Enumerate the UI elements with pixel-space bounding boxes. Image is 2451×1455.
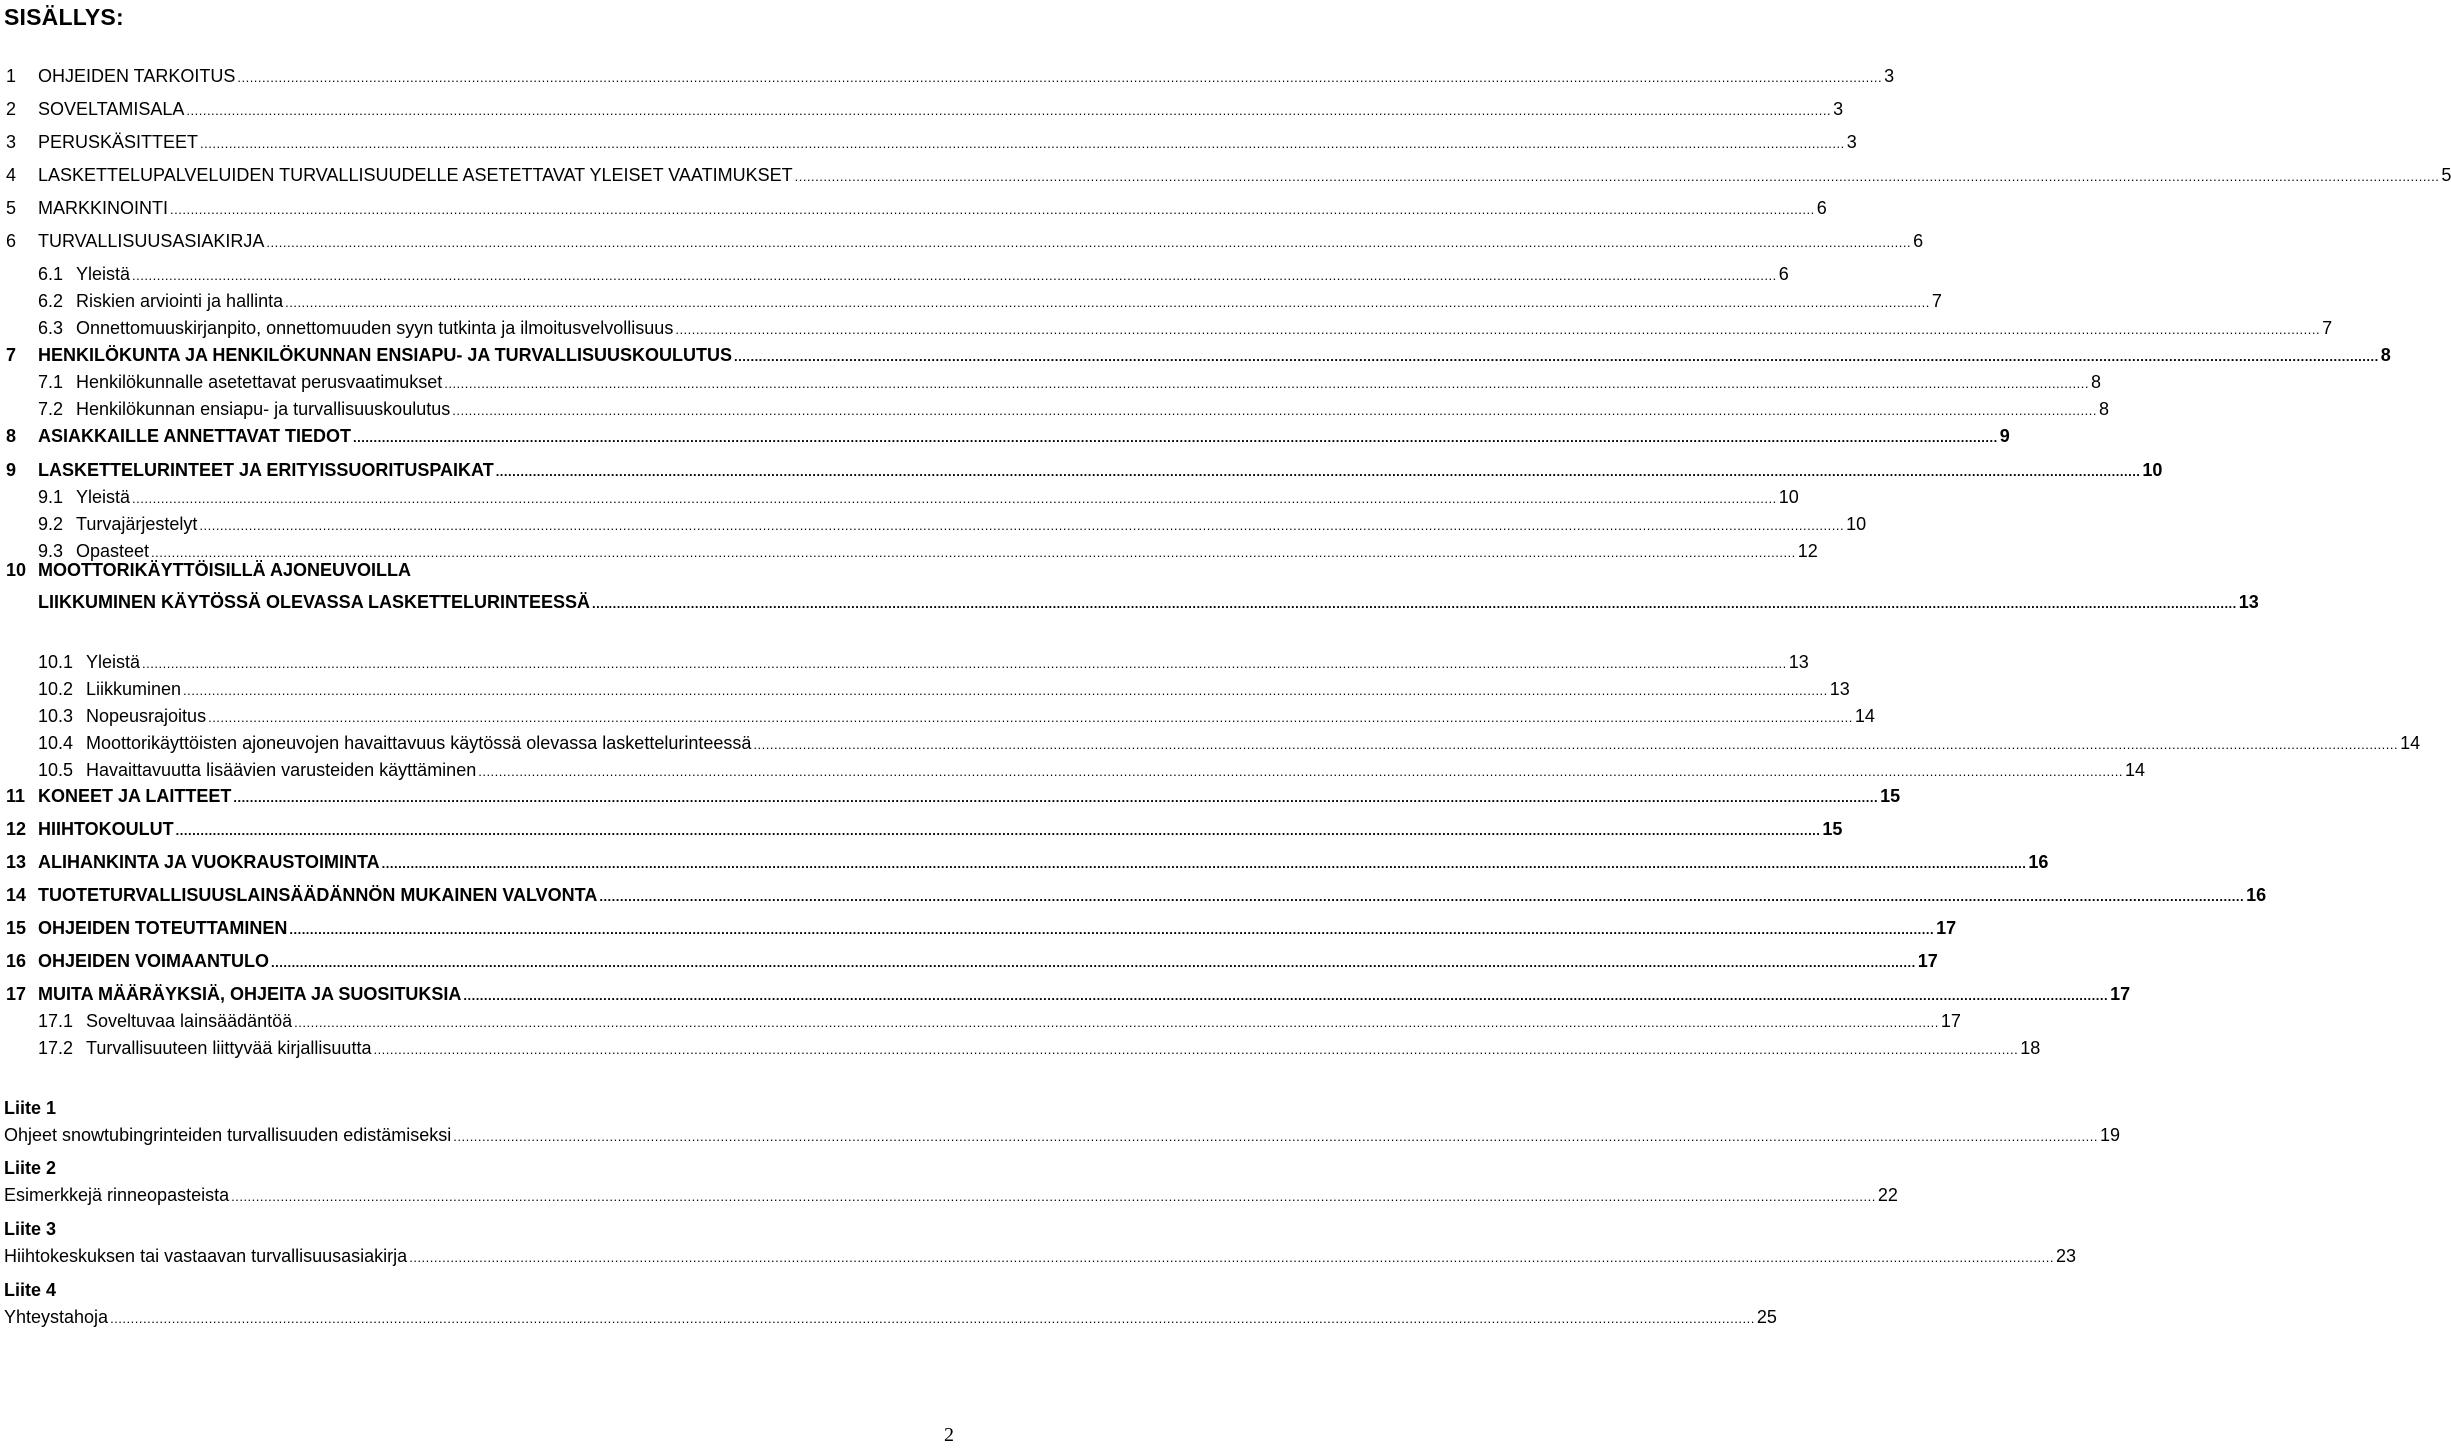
toc-entry-number: 6 — [6, 231, 17, 251]
dot-leader: ................................................................................................................................................................................................................................................................................................................................................................................................................ — [266, 235, 1912, 250]
toc-entry[interactable] — [0, 852, 2049, 878]
dot-leader: ................................................................................................................................................................................................................................................................................................................................................................................................................ — [444, 376, 2089, 391]
toc-entry[interactable] — [0, 733, 2421, 759]
toc-entry-title: Yleistä — [86, 652, 141, 672]
dot-leader: ................................................................................................................................................................................................................................................................................................................................................................................................................ — [237, 70, 1883, 85]
toc-entry-title: MUITA MÄÄRÄYKSIÄ, OHJEITA JA SUOSITUKSIA — [38, 984, 462, 1004]
dot-leader: ................................................................................................................................................................................................................................................................................................................................................................................................................ — [753, 737, 2399, 752]
toc-entry-page: 16 — [2246, 885, 2267, 905]
toc-entry-title: Soveltuvaa lainsäädäntöä — [86, 1011, 293, 1031]
toc-entry-title: Nopeusrajoitus — [86, 706, 207, 726]
toc-entry-title: PERUSKÄSITTEET — [38, 132, 199, 152]
toc-entry-page: 7 — [1931, 291, 1942, 311]
toc-entry-page: 9 — [1999, 426, 2010, 446]
dot-leader: ................................................................................................................................................................................................................................................................................................................................................................................................................ — [142, 656, 1787, 671]
toc-entry[interactable] — [0, 679, 1850, 705]
toc-entry-title: LASKETTELURINTEET JA ERITYISSUORITUSPAIKAT — [38, 460, 494, 480]
toc-entry-page: 6 — [1913, 231, 1924, 251]
toc-entry-page: 14 — [2124, 760, 2145, 780]
toc-entry-page: 13 — [1829, 679, 1850, 699]
toc-entry-number: 9 — [6, 460, 17, 480]
appendix-entry[interactable] — [0, 1246, 2076, 1272]
toc-entry-number: 16 — [6, 951, 27, 971]
toc-entry-page: 14 — [1854, 706, 1875, 726]
toc-entry-title: Moottorikäyttöisten ajoneuvojen havaittavuus käytössä olevassa laskettelurinteessä — [86, 733, 752, 753]
toc-entry[interactable] — [0, 399, 2109, 425]
dot-leader: ................................................................................................................................................................................................................................................................................................................................................................................................................ — [175, 823, 1821, 838]
appendix-title: Yhteystahoja — [4, 1307, 109, 1327]
toc-entry-page: 10 — [2142, 460, 2163, 480]
toc-entry-title: ALIHANKINTA JA VUOKRAUSTOIMINTA — [38, 852, 380, 872]
toc-entry[interactable] — [0, 345, 2391, 371]
toc-entry[interactable] — [0, 652, 1809, 678]
toc-entry-number: 14 — [6, 885, 27, 905]
toc-entry-page: 8 — [2380, 345, 2391, 365]
toc-entry[interactable] — [0, 487, 1799, 513]
toc-entry-title: Henkilökunnan ensiapu- ja turvallisuuskoulutus — [76, 399, 451, 419]
toc-entry-title: Henkilökunnalle asetettavat perusvaatimukset — [76, 372, 443, 392]
toc-entry[interactable] — [0, 318, 2333, 344]
toc-entry-number: 7 — [6, 345, 17, 365]
dot-leader: ................................................................................................................................................................................................................................................................................................................................................................................................................ — [373, 1042, 2019, 1057]
toc-entry-page: 13 — [2238, 592, 2259, 612]
dot-leader: ................................................................................................................................................................................................................................................................................................................................................................................................................ — [231, 1189, 1876, 1204]
toc-entry-page: 3 — [1833, 99, 1844, 119]
toc-entry-page: 5 — [2441, 165, 2451, 185]
appendix-page: 22 — [1877, 1185, 1898, 1205]
appendix-title: Hiihtokeskuksen tai vastaavan turvallisuusasiakirja — [4, 1246, 408, 1266]
toc-entry-page: 10 — [1778, 487, 1799, 507]
dot-leader: ................................................................................................................................................................................................................................................................................................................................................................................................................ — [453, 1129, 2098, 1144]
toc-entry-number: 17.2 — [38, 1038, 74, 1058]
dot-leader: ................................................................................................................................................................................................................................................................................................................................................................................................................ — [151, 545, 1796, 560]
toc-entry-page: 14 — [2400, 733, 2421, 753]
page-title: SISÄLLYS: — [4, 4, 124, 30]
toc-entry[interactable] — [0, 372, 2101, 398]
toc-entry-number: 9.1 — [38, 487, 64, 507]
dot-leader: ................................................................................................................................................................................................................................................................................................................................................................................................................ — [289, 922, 1935, 937]
appendix-page: 23 — [2055, 1246, 2076, 1266]
dot-leader: ................................................................................................................................................................................................................................................................................................................................................................................................................ — [285, 295, 1930, 310]
toc-entry[interactable] — [0, 165, 2451, 191]
dot-leader: ................................................................................................................................................................................................................................................................................................................................................................................................................ — [271, 955, 1916, 970]
dot-leader: ................................................................................................................................................................................................................................................................................................................................................................................................................ — [132, 268, 1777, 283]
toc-entry-page: 15 — [1822, 819, 1843, 839]
toc-entry-page: 3 — [1884, 66, 1895, 86]
toc-entry[interactable] — [0, 291, 1942, 317]
toc-entry-title: HIIHTOKOULUT — [38, 819, 174, 839]
toc-entry-number: 7.2 — [38, 399, 64, 419]
toc-entry-number: 10.2 — [38, 679, 74, 699]
toc-entry-number: 6.1 — [38, 264, 64, 284]
toc-entry-page: 12 — [1797, 541, 1818, 561]
toc-entry-title: Yleistä — [76, 487, 131, 507]
toc-entry-page: 6 — [1816, 198, 1827, 218]
toc-entry-text-line1: MOOTTORIKÄYTTÖISILLÄ AJONEUVOILLA — [38, 560, 411, 580]
dot-leader: ................................................................................................................................................................................................................................................................................................................................................................................................................ — [463, 988, 2109, 1003]
appendix-entry[interactable] — [0, 1307, 1777, 1333]
toc-entry-number: 13 — [6, 852, 27, 872]
dot-leader: ................................................................................................................................................................................................................................................................................................................................................................................................................ — [352, 430, 1998, 445]
toc-entry[interactable] — [0, 951, 1938, 977]
toc-entry[interactable] — [0, 819, 1843, 845]
toc-entry-number: 3 — [6, 132, 17, 152]
toc-entry-page: 15 — [1880, 786, 1901, 806]
toc-entry-title: OHJEIDEN TARKOITUS — [38, 66, 236, 86]
toc-entry[interactable] — [0, 786, 1901, 812]
toc-entry-number: 11 — [6, 786, 26, 806]
dot-leader: ................................................................................................................................................................................................................................................................................................................................................................................................................ — [233, 790, 1879, 805]
toc-entry-number: 1 — [6, 66, 17, 86]
toc-entry-page: 6 — [1778, 264, 1789, 284]
toc-entry-number: 2 — [6, 99, 17, 119]
dot-leader: ................................................................................................................................................................................................................................................................................................................................................................................................................ — [478, 764, 2123, 779]
dot-leader: ................................................................................................................................................................................................................................................................................................................................................................................................................ — [675, 322, 2321, 337]
appendix-title: Esimerkkejä rinneopasteista — [4, 1185, 230, 1205]
toc-entry-page: 13 — [1788, 652, 1809, 672]
toc-entry-number: 4 — [6, 165, 17, 185]
toc-entry[interactable] — [0, 514, 1867, 540]
dot-leader: ................................................................................................................................................................................................................................................................................................................................................................................................................ — [170, 202, 1815, 217]
toc-entry-page: 17 — [1940, 1011, 1961, 1031]
toc-entry-title: Opasteet — [76, 541, 150, 561]
toc-entry-page: 18 — [2020, 1038, 2041, 1058]
toc-entry-title: Liikkuminen — [86, 679, 182, 699]
toc-entry-number: 9.2 — [38, 514, 64, 534]
toc-entry-title: LASKETTELUPALVELUIDEN TURVALLISUUDELLE ASETETTAVAT YLEISET VAATIMUKSET — [38, 165, 793, 185]
toc-entry-page: 7 — [2322, 318, 2333, 338]
page-number: 2 — [944, 1424, 954, 1446]
toc-entry-title: Yleistä — [76, 264, 131, 284]
dot-leader: ................................................................................................................................................................................................................................................................................................................................................................................................................ — [592, 596, 2237, 611]
toc-entry-number: 7.1 — [38, 372, 64, 392]
appendix-entry[interactable] — [0, 1125, 2121, 1151]
appendix-entry[interactable] — [0, 1185, 1898, 1211]
appendix-page: 19 — [2099, 1125, 2121, 1145]
toc-entry-title: TUOTETURVALLISUUSLAINSÄÄDÄNNÖN MUKAINEN VALVONTA — [38, 885, 598, 905]
toc-entry[interactable] — [0, 99, 1844, 125]
toc-entry-number: 10.3 — [38, 706, 74, 726]
toc-entry-title: KONEET JA LAITTEET — [38, 786, 232, 806]
toc-entry-number: 5 — [6, 198, 17, 218]
toc-entry-title: OHJEIDEN VOIMAANTULO — [38, 951, 270, 971]
toc-entry-number: 10.4 — [38, 733, 74, 753]
toc-entry-number: 10.5 — [38, 760, 74, 780]
dot-leader: ................................................................................................................................................................................................................................................................................................................................................................................................................ — [381, 856, 2027, 871]
toc-entry[interactable] — [0, 460, 2163, 486]
dot-leader: ................................................................................................................................................................................................................................................................................................................................................................................................................ — [208, 710, 1853, 725]
toc-entry[interactable] — [0, 760, 2145, 786]
toc-entry-title: TURVALLISUUSASIAKIRJA — [38, 231, 265, 251]
toc-entry-title: LIIKKUMINEN KÄYTÖSSÄ OLEVASSA LASKETTELURINTEESSÄ — [38, 592, 591, 612]
toc-entry-page: 8 — [2098, 399, 2109, 419]
toc-entry-number: 8 — [6, 426, 17, 446]
toc-entry-title: OHJEIDEN TOTEUTTAMINEN — [38, 918, 288, 938]
toc-entry[interactable] — [0, 198, 1827, 224]
toc-entry[interactable] — [0, 918, 1957, 944]
toc-entry-page: 10 — [1846, 514, 1867, 534]
toc-entry[interactable] — [0, 426, 2010, 452]
dot-leader: ................................................................................................................................................................................................................................................................................................................................................................................................................ — [132, 491, 1777, 506]
toc-entry-title: ASIAKKAILLE ANNETTAVAT TIEDOT — [38, 426, 351, 446]
toc-entry-number: 12 — [6, 819, 27, 839]
toc-entry-title: Riskien arviointi ja hallinta — [76, 291, 284, 311]
dot-leader: ................................................................................................................................................................................................................................................................................................................................................................................................................ — [200, 136, 1845, 151]
toc-entry-title: SOVELTAMISALA — [38, 99, 185, 119]
toc-entry-number: 9.3 — [38, 541, 64, 561]
toc-entry-number: 17.1 — [38, 1011, 74, 1031]
toc-entry-title: Havaittavuutta lisäävien varusteiden käyttäminen — [86, 760, 477, 780]
toc-entry[interactable] — [0, 264, 1789, 290]
toc-entry-number: 6.3 — [38, 318, 64, 338]
dot-leader: ................................................................................................................................................................................................................................................................................................................................................................................................................ — [599, 889, 2245, 904]
toc-entry-number: 6.2 — [38, 291, 64, 311]
toc-entry[interactable] — [0, 1011, 1961, 1037]
dot-leader: ................................................................................................................................................................................................................................................................................................................................................................................................................ — [794, 169, 2440, 184]
toc-entry[interactable] — [0, 984, 2131, 1010]
dot-leader: ................................................................................................................................................................................................................................................................................................................................................................................................................ — [199, 518, 1845, 533]
appendix-heading: Liite 3 — [4, 1219, 57, 1239]
appendix-page: 25 — [1756, 1307, 1777, 1327]
toc-entry[interactable] — [0, 132, 1857, 158]
dot-leader: ................................................................................................................................................................................................................................................................................................................................................................................................................ — [186, 103, 1832, 118]
appendix-heading: Liite 2 — [4, 1158, 57, 1178]
dot-leader: ................................................................................................................................................................................................................................................................................................................................................................................................................ — [734, 349, 2379, 364]
toc-entry-title: Turvallisuuteen liittyvää kirjallisuutta — [86, 1038, 372, 1058]
toc-entry-title: HENKILÖKUNTA JA HENKILÖKUNNAN ENSIAPU- JA TURVALLISUUSKOULUTUS — [38, 345, 733, 365]
toc-entry-page: 17 — [1917, 951, 1938, 971]
dot-leader: ................................................................................................................................................................................................................................................................................................................................................................................................................ — [495, 464, 2141, 479]
dot-leader: ................................................................................................................................................................................................................................................................................................................................................................................................................ — [409, 1250, 2054, 1265]
toc-entry-page: 16 — [2028, 852, 2049, 872]
toc-entry[interactable] — [0, 66, 1895, 92]
appendix-heading: Liite 4 — [4, 1280, 57, 1300]
toc-entry[interactable] — [0, 592, 2259, 618]
dot-leader: ................................................................................................................................................................................................................................................................................................................................................................................................................ — [110, 1311, 1755, 1326]
toc-entry[interactable] — [0, 231, 1924, 257]
toc-entry-page: 17 — [2110, 984, 2131, 1004]
toc-entry-number: 10 — [6, 560, 27, 580]
toc-entry-page: 8 — [2090, 372, 2101, 392]
toc-entry[interactable] — [0, 885, 2267, 911]
appendix-heading: Liite 1 — [4, 1098, 57, 1118]
toc-entry-number: 17 — [6, 984, 27, 1004]
dot-leader: ................................................................................................................................................................................................................................................................................................................................................................................................................ — [183, 683, 1828, 698]
toc-entry-title: MARKKINOINTI — [38, 198, 169, 218]
appendix-title: Ohjeet snowtubingrinteiden turvallisuuden edistämiseksi — [4, 1125, 452, 1145]
toc-entry-number: 10.1 — [38, 652, 74, 672]
toc-entry[interactable] — [0, 1038, 2041, 1064]
dot-leader: ................................................................................................................................................................................................................................................................................................................................................................................................................ — [294, 1015, 1939, 1030]
toc-entry-page: 3 — [1846, 132, 1857, 152]
toc-entry-title: Onnettomuuskirjanpito, onnettomuuden syyn tutkinta ja ilmoitusvelvollisuus — [76, 318, 674, 338]
dot-leader: ................................................................................................................................................................................................................................................................................................................................................................................................................ — [452, 403, 2097, 418]
toc-entry-page: 17 — [1936, 918, 1957, 938]
toc-entry-number: 15 — [6, 918, 27, 938]
toc-entry-title: Turvajärjestelyt — [76, 514, 198, 534]
toc-entry[interactable] — [0, 706, 1875, 732]
